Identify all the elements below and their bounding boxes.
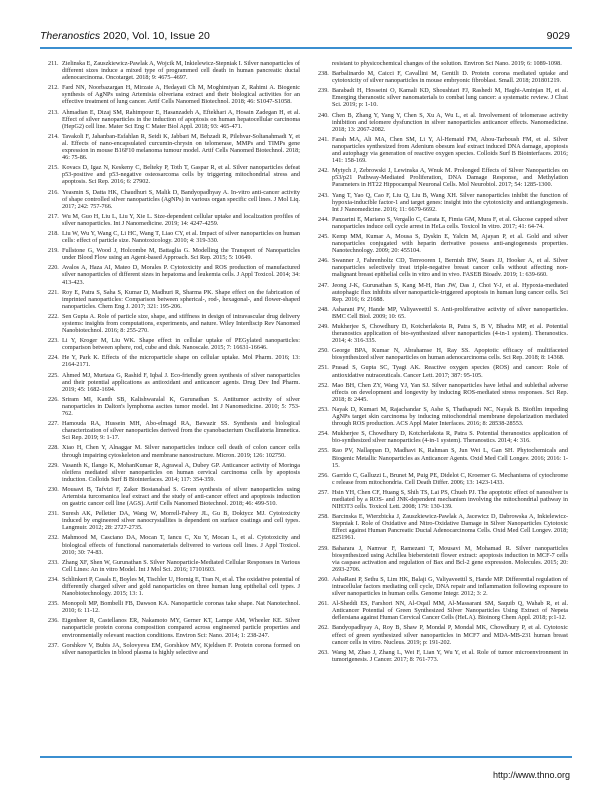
footer-rule (40, 756, 572, 758)
reference-text: Hamouda RA, Hussein MH, Abo-elmagd RA, Bawazir SS. Synthesis and biological characterization of silver nanoparticles derived from the cyanobacterium Oscillatoria limnetica. Sci Rep. 2019; 9: 1-17. (62, 420, 300, 442)
reference-item (48, 289, 300, 310)
reference-text: Ahmadian E, Dizaj SM, Rahimpour E, Hasanzadeh A, Eftekhari A, Hosain Zadegan H, et al. Effect of silver nanoparticles in the induction of apoptosis on human hepatocellular carcinoma (HepG2) cell line. Mater Sci Eng C Mater Biol Appl. 2018; 93: 465-471. (62, 108, 300, 130)
reference-text: Chen B, Zhang Y, Yang Y, Chen S, Xu A, Wu L, et al. Involvement of telomerase activity inhibition and telomere dysfunction in silver nanoparticles anticancer effects. Nanomedicine. 2018; 13: 2067-2082. (332, 111, 568, 133)
reference-item (318, 489, 568, 510)
reference-text: Suresh AK, Pelletier DA, Wang W, Morrell-Falvey JL, Gu B, Doktycz MJ. Cytotoxicity induced by engineered silver nanocrystallites is dependent on surface coatings and cell types. Langmuir. 2012; 28: 2727-2735. (62, 510, 300, 532)
reference-item (48, 164, 300, 185)
reference-item (48, 462, 300, 483)
reference-text: Farah MA, Ali MA, Chen SM, Li Y, Al-Hemaid FM, Abou-Tarboush FM, et al. Silver nanoparticles synthesized from Adenium obesum leaf extract induced DNA damage, apoptosis and autophagy via generation of reactive oxygen species. Colloids Surf B Biointerfaces. 2016; 141: 158-169. (332, 135, 568, 165)
reference-number: 241. (318, 135, 329, 143)
reference-number: 235. (48, 600, 59, 608)
reference-item (318, 306, 568, 320)
references-right-column (318, 60, 568, 666)
reference-item (48, 600, 300, 614)
reference-text: Monopoli MP, Bombelli FB, Dawson KA. Nanoparticle coronas take shape. Nat Nanotechnol. 2010; 6: 11-12. (62, 600, 300, 615)
reference-number: 211. (48, 60, 59, 67)
reference-number: 257. (318, 488, 329, 496)
reference-number: 220. (48, 264, 59, 272)
reference-item (48, 133, 300, 161)
reference-text: Wang M, Zhao J, Zhang L, Wei F, Lian Y, Wu Y, et al. Role of tumor microenvironment in tumorigenesis. J Cancer. 2017; 8: 761-773. (332, 648, 568, 663)
reference-number: 222. (48, 312, 59, 320)
reference-text: Sriram MI, Kanth SB, Kalishwaralal K, Gurunathan S. Antitumor activity of silver nanoparticles in Dalton's lymphoma ascites tumor model. Int J Nanomedicine. 2010; 5: 753-762. (62, 395, 300, 418)
reference-number: 230. (48, 485, 59, 493)
reference-item (48, 576, 300, 597)
reference-item (48, 84, 300, 105)
reference-text: Barbalinardo M, Caicci F, Cavallini M, Gentili D. Protein corona mediated uptake and cytotoxicity of silver nanoparticles in mouse embryonic fibroblast. Small. 2018; 201801219. (332, 70, 568, 85)
reference-number: 226. (48, 395, 59, 403)
reference-number: 258. (318, 513, 329, 521)
reference-item (318, 347, 568, 361)
reference-item (48, 510, 300, 531)
reference-item (48, 396, 300, 417)
reference-item (318, 382, 568, 403)
reference-item (318, 167, 568, 188)
reference-item (48, 60, 300, 81)
reference-text: Vasanth K, Ilango K, MohanKumar R, Agrawal A, Dubey GP. Anticancer activity of Moringa oleifera mediated silver nanoparticles on human cervical carcinoma cells by apoptosis induction. Colloids Surf B Biointerfaces. 2014; 117: 354-359. (62, 461, 300, 483)
reference-number: 254. (318, 430, 329, 438)
reference-text: Prasad S, Gupta SC, Tyagi AK. Reactive oxygen species (ROS) and cancer: Role of antioxidative nutraceuticals. Cancer Lett. 2017; 387: 95-105. (332, 364, 568, 379)
reference-number: 217. (48, 212, 59, 220)
references-left-column (48, 60, 300, 659)
reference-item (48, 337, 300, 351)
reference-item (48, 444, 300, 458)
reference-text: AshaRani P, Sethu S, Lim HK, Balaji G, Valiyaveettil S, Hande MP. Differential regulation of intracellular factors mediating cell cycle, DNA repair and inflammation following exposure to silver nanoparticles in human cells. Genome Integr. 2012; 3: 2. (332, 575, 568, 598)
reference-text: Mukherjee S, Chowdhury D, Kotcherlakota R, Patra S, B V, Bhadra MP, et al. Potential theranostics application of bio-synthesized silver nanoparticles (4-in-1 system). Theranostics. 2014; 4: 316-335. (332, 323, 568, 345)
reference-item (318, 282, 568, 303)
reference-text: Fullstone G, Wood J, Holcombe M, Battaglia G. Modelling the Transport of Nanoparticles under Blood Flow using an Agent-based Approach. Sci Rep. 2015; 5: 10649. (62, 247, 300, 262)
reference-number: 246. (318, 257, 329, 265)
reference-number: 243. (318, 191, 329, 199)
journal-name: Theranostics (40, 30, 101, 42)
reference-number: 240. (318, 111, 329, 119)
reference-number: 250. (318, 347, 329, 355)
reference-number: 248. (318, 305, 329, 313)
reference-number: 224. (48, 354, 59, 362)
reference-item (318, 136, 568, 164)
reference-item (48, 189, 300, 210)
reference-text: Liu W, Wu Y, Wang C, Li HC, Wang T, Liao CY, et al. Impact of silver nanoparticles on human cells: effect of particle size. Nanotoxicology. 2010; 4: 319-330. (62, 229, 300, 245)
reference-number: 237. (48, 641, 59, 649)
reference-number: 238. (318, 70, 329, 78)
reference-text: Rao PV, Nallappan D, Madhavi K, Rahman S, Jun Wei L, Gan SH. Phytochemicals and Biogenic Metallic Nanoparticles as Anticancer Agents. Oxid Med Cell Longev. 2016; 2016: 1-15. (332, 447, 568, 469)
reference-number: 213. (48, 108, 59, 116)
reference-number: 231. (48, 510, 59, 518)
reference-item (318, 624, 568, 645)
reference-item (318, 216, 568, 230)
reference-text: Yang T, Yao Q, Cao F, Liu Q, Liu B, Wang XH. Silver nanoparticles inhibit the function of hypoxia-inducible factor-1 and target genes: insight into the cytotoxicity and antiangiogenesis. Int J Nanomedicine. 2016; 11: 6679-6692. (332, 191, 568, 213)
reference-item (318, 70, 568, 84)
reference-number: 215. (48, 164, 59, 172)
reference-text: Gorshkov V, Bubis JA, Solovyeva EM, Gorshkov MV, Kjeldsen F. Protein corona formed on silver nanoparticles in blood plasma is highly selective and (62, 641, 300, 656)
reference-number: 228. (48, 444, 59, 452)
reference-number: 256. (318, 471, 329, 479)
reference-item (318, 364, 568, 378)
reference-text: George BPA, Kumar N, Abrahamse H, Ray SS. Apoptotic efficacy of multifaceted biosynthesized silver nanoparticles on human adenocarcinoma cells. Sci Rep. 2018; 8: 14368. (332, 347, 568, 362)
reference-text: Barabadi H, Hosseini O, Kamali KD, Shoushtari FJ, Rashedi M, Haghi-Aminjan H, et al. Emerging theranostic silver nanomaterials to combat lung cancer: a systematic review. J Clust Sci. 2019; p: 1-10. (332, 87, 568, 109)
reference-text: Fard NN, Noorbazargan H, Mirzaie A, Hedayati Ch M, Moghimiyan Z, Rahimi A. Biogenic synthesis of AgNPs using Artemisia oliveriana extract and their biological activities for an effective treatment of lung cancer. Artif Cells Nanomed Biotechnol. 2018; 46: S1047-S1058. (62, 84, 300, 106)
reference-text: Schlinkert P, Casals E, Boyles M, Tischler U, Hornig E, Tran N, et al. The oxidative potential of differently charged silver and gold nanoparticles on three human lung epithelial cell types. J Nanobiotechnology. 2015; 13: 1. (62, 575, 300, 598)
reference-text: He Y, Park K. Effects of the microparticle shape on cellular uptake. Mol Pharm. 2016; 13: 2164-2171. (62, 354, 300, 369)
reference-number: 219. (48, 247, 59, 255)
reference-item (48, 617, 300, 638)
reference-text: Hsin YH, Chen CF, Huang S, Shih TS, Lai PS, Chueh PJ. The apoptotic effect of nanosilver is mediated by a ROS- and JNK-dependent mechanism involving the mitochondrial pathway in NIH3T3 cells. Toxicol Lett. 2008; 179: 130-139. (332, 488, 568, 511)
reference-number: 239. (318, 87, 329, 95)
reference-number: 212. (48, 84, 59, 92)
reference-text: Tavakoli F, Jahanban-Esfahlan R, Seidi K, Jabbari M, Behzadi R, Pilehvar-Soltanahmadi Y, et al. Effects of nano-encapsulated curcumin-chrysin on telomerase, MMPs and TIMPs gene expression in mouse B16F10 melanoma tumour model. Artif Cells Nanomed Biotechnol. 2018; 46: 75-86. (62, 132, 300, 162)
reference-number: 247. (318, 281, 329, 289)
reference-text: Al-Sheddi ES, Farshori NN, Al-Oqail MM, Al-Massarani SM, Saquib Q, Wahab R, et al. Anticancer Potential of Green Synthesized Silver Nanoparticles Using Extract of Nepeta deflersiana against Human Cervical Cancer Cells (HeLA). Bioinorg Chem Appl. 2018; p:1-12. (332, 600, 568, 622)
journal-url-link[interactable]: http://www.thno.org (492, 770, 570, 780)
reference-number: 214. (48, 132, 59, 140)
reference-text: Xiao H, Chen Y, Alnaggar M. Silver nanoparticles induce cell death of colon cancer cells through impairing cytoskeleton and membrane nanostructure. Micron. 2019; 126: 102750. (62, 444, 300, 459)
reference-text: Swanner J, Fahrenholtz CD, Tenvooren I, Bernish BW, Sears JJ, Hooker A, et al. Silver nanoparticles selectively treat triple-negative breast cancer cells without affecting non-malignant breast epithelial cells in vitro and in vivo. FASEB Bioadv. 2019; 1: 639-660. (332, 257, 568, 279)
reference-text: Avalos A, Haza AI, Mateo D, Morales P. Cytotoxicity and ROS production of manufactured silver nanoparticles of different sizes in hepatoma and leukemia cells. J Appl Toxicol. 2014; 34: 413-423. (62, 264, 300, 286)
reference-number: 242. (318, 167, 329, 175)
reference-item (48, 354, 300, 368)
reference-item (48, 642, 300, 656)
reference-text: Ahmed MJ, Murtaza G, Rashid F, Iqbal J. Eco-friendly green synthesis of silver nanoparticles and their potential applications as antioxidant and anticancer agents. Drug Dev Ind Pharm. 2019; 45: 1682-1694. (62, 371, 300, 393)
reference-item (318, 545, 568, 573)
reference-text: Mao BH, Chen ZY, Wang YJ, Yan SJ. Silver nanoparticles have lethal and sublethal adverse effects on development and longevity by inducing ROS-mediated stress responses. Sci Rep. 2018; 8: 2445. (332, 381, 568, 403)
reference-item (318, 112, 568, 133)
reference-number: 227. (48, 420, 59, 428)
reference-text: Li Y, Kroger M, Liu WK. Shape effect in cellular uptake of PEGylated nanoparticles: comparison between sphere, rod, cube and disk. Nanoscale. 2015; 7: 16631-16646. (62, 337, 300, 352)
reference-item (318, 430, 568, 444)
reference-number: 255. (318, 447, 329, 455)
reference-item (48, 559, 300, 573)
reference-number: 221. (48, 288, 59, 296)
reference-continuation: resistant to physicochemical changes of the solution. Environ Sci Nano. 2019; 6: 1089-1098. (332, 60, 562, 67)
reference-number: 234. (48, 575, 59, 583)
reference-item (318, 472, 568, 486)
reference-number: 232. (48, 534, 59, 542)
reference-item (48, 420, 300, 441)
reference-number: 251. (318, 364, 329, 372)
reference-text: Asharani PV, Hande MP, Valiyaveettil S. Anti-proliferative activity of silver nanoparticles. BMC Cell Biol. 2009; 10: 65. (332, 305, 568, 320)
reference-item (48, 109, 300, 130)
reference-item (48, 213, 300, 227)
reference-text: Jeong J-K, Gurunathan S, Kang M-H, Han JW, Das J, Choi Y-J, et al. Hypoxia-mediated autophagic flux inhibits silver nanoparticle-triggered apoptosis in human lung cancer cells. Sci Rep. 2016; 6: 21688. (332, 281, 568, 303)
reference-item (318, 447, 568, 468)
reference-text: Zhang XF, Shen W, Gurunathan S. Silver Nanoparticle-Mediated Cellular Responses in Various Cell Lines: An in vitro Model. Int J Mol Sci. 2016; 17101603. (62, 558, 300, 573)
reference-text: Mousavi B, Tafvizi F, Zaker Bostanabad S. Green synthesis of silver nanoparticles using Artemisia turcomanica leaf extract and the study of anti-cancer effect and apoptosis induction on gastric cancer cell line (AGS). Artif Cells Nanomed Biotechnol. 2018; 46: 499-510. (62, 485, 300, 508)
reference-text: Eigenheer R, Castellanos ER, Nakamoto MY, Gerner KT, Lampe AM, Wheeler KE. Silver nanoparticle protein corona composition compared across engineered particle properties and environmentally relevant reaction conditions. Environ Sci: Nano. 2014; 1: 238-247. (62, 617, 300, 639)
reference-text: Bandyopadhyay A, Roy B, Shaw P, Mondal P, Mondal MK, Chowdhury P, et al. Cytotoxic effect of green synthesized silver nanoparticles in MCF7 and MDA-MB-231 human breast cancer cells in vitro. Nucleus. 2019; p: 191-202. (332, 624, 568, 646)
reference-number: 263. (318, 648, 329, 656)
reference-item (318, 257, 568, 278)
reference-number: 252. (318, 381, 329, 389)
reference-number: 244. (318, 215, 329, 223)
reference-item (318, 576, 568, 597)
reference-item (318, 513, 568, 541)
reference-item (318, 323, 568, 344)
reference-text: Zielinska E, Zauszkiewicz-Pawlak A, Wojcik M, Inkielewicz-Stepniak I. Silver nanoparticles of different sizes induce a mixed type of programmed cell death in human pancreatic ductal adenocarcinoma. Oncotarget. 2018; 9: 4675–4697. (62, 60, 300, 82)
reference-text: Kemp MM, Kumar A, Mousa S, Dyskin E, Yalcin M, Ajayan P, et al. Gold and silver nanoparticles conjugated with heparin derivative possess anti-angiogenesis properties. Nanotechnology. 2009; 20: 455104. (332, 232, 568, 255)
reference-number: 218. (48, 229, 59, 237)
reference-number: 253. (318, 405, 329, 413)
reference-number: 233. (48, 558, 59, 566)
running-header (40, 30, 210, 42)
reference-number: 216. (48, 188, 59, 196)
reference-number: 223. (48, 337, 59, 345)
reference-number: 260. (318, 575, 329, 583)
reference-text: Mahmood M, Casciano DA, Mocan T, Iancu C, Xu Y, Mocan L, et al. Cytotoxicity and biological effects of functional nanomaterials delivered to various cell lines. J Appl Toxicol. 2010; 30: 74-83. (62, 534, 300, 556)
reference-number: 249. (318, 323, 329, 330)
reference-item (48, 264, 300, 285)
reference-number: 229. (48, 461, 59, 469)
reference-text: Mukherjee S, Chowdhury D, Kotcherlakota R, Patra S. Potential theranostics application of bio-synthesized silver nanoparticles (4-in-1 system). Theranostics. 2014; 4: 316. (332, 430, 568, 445)
header-rule (40, 47, 572, 49)
reference-number: 262. (318, 624, 329, 632)
reference-text: Roy E, Patra S, Saha S, Kumar D, Madhuri R, Sharma PK. Shape effect on the fabrication of imprinted nanoparticles: Comparison between spherical-, rod-, hexagonal-, and flower-shaped nanoparticles. Chem Eng J. 2017; 321: 195-206. (62, 288, 300, 310)
reference-item (318, 233, 568, 254)
page-number: 9029 (546, 30, 570, 42)
reference-item (48, 372, 300, 393)
reference-text: Kovacs D, Igaz N, Keskeny C, Belteky P, Toth T, Gaspar R, et al. Silver nanoparticles defeat p53-positive and p53-negative osteosarcoma cells by triggering mitochondrial stress and apoptosis. Sci Rep. 2016; 6: 27902. (62, 164, 300, 186)
reference-number: 236. (48, 617, 59, 625)
reference-item (318, 192, 568, 213)
reference-text: Sen Gupta A. Role of particle size, shape, and stiffness in design of intravascular drug delivery systems: insights from computations, experiments, and nature. Wiley Interdiscip Rev Nanomed Nanobiotechnol. 2016; 8: 255-270. (62, 312, 300, 335)
reference-text: Wu M, Guo H, Liu L, Liu Y, Xie L. Size-dependent cellular uptake and localization profiles of silver nanoparticles. Int J Nanomedicine. 2019; 14: 4247-4259. (62, 212, 300, 227)
reference-number: 225. (48, 371, 59, 379)
reference-number: 261. (318, 600, 329, 608)
volume-info: 2020, Vol. 10, Issue 20 (103, 30, 210, 42)
reference-text: Barcinska E, Wierzbicka J, Zauszkiewicz-Pawlak A, Jacewicz D, Dabrowska A, Inkielewicz-Stepniak I. Role of Oxidative and Nitro-Oxidative Damage in Silver Nanoparticles Cytotoxic Effect against Human Pancreatic Ductal Adenocarcinoma Cells. Oxid Med Cell Longev. 2018; 8251961. (332, 513, 568, 542)
reference-item (318, 600, 568, 621)
reference-text: Yeasmin S, Datta HK, Chaudhuri S, Malik D, Bandyopadhyay A. In-vitro anti-cancer activity of shape controlled silver nanoparticles (AgNPs) in various organ specific cell lines. J Mol Liq. 2017; 242: 757-766. (62, 188, 300, 210)
reference-item (48, 230, 300, 244)
reference-item (48, 247, 300, 261)
reference-text: Mytych J, Zebrowski J, Lewinska A, Wnuk M. Prolonged Effects of Silver Nanoparticles on p53/p21 Pathway-Mediated Proliferation, DNA Damage Response, and Methylation Parameters in HT22 Hippocampal Neuronal Cells. Mol Neurobiol. 2017; 54: 1285-1300. (332, 167, 568, 189)
reference-text: Nayak D, Kumari M, Rajachandar S, Ashe S, Thathapudi NC, Nayak B. Biofilm impeding AgNPs target skin carcinoma by inducing mitochondrial membrane depolarization mediated through ROS production. ACS Appl Mater Interfaces. 2016; 8: 28538-28553. (332, 405, 568, 428)
reference-item (318, 406, 568, 427)
reference-item (48, 486, 300, 507)
reference-item (48, 313, 300, 334)
reference-text: Garrido C, Galluzzi L, Brunet M, Puig PE, Didelot C, Kroemer G. Mechanisms of cytochrome c release from mitochondria. Cell Death Differ. 2006; 13: 1423-1433. (332, 471, 568, 486)
reference-text: Panzarini E, Mariano S, Vergallo C, Carata E, Fimia GM, Mura F, et al. Glucose capped silver nanoparticles induce cell cycle arrest in HeLa cells. Toxicol In vitro. 2017; 41: 64-74. (332, 215, 568, 230)
reference-number: 245. (318, 232, 329, 240)
reference-text: Baharara J, Namvar F, Ramezani T, Mousavi M, Mohamad R. Silver nanoparticles biosynthesized using Achillea biebersteinii flower extract: apoptosis induction in MCF-7 cells via caspase activation and regulation of Bax and Bcl-2 gene expression. Molecules. 2015; 20: 2693-2706. (332, 544, 568, 573)
reference-number: 259. (318, 544, 329, 552)
reference-item (48, 534, 300, 555)
reference-item (318, 87, 568, 108)
reference-item (318, 649, 568, 663)
